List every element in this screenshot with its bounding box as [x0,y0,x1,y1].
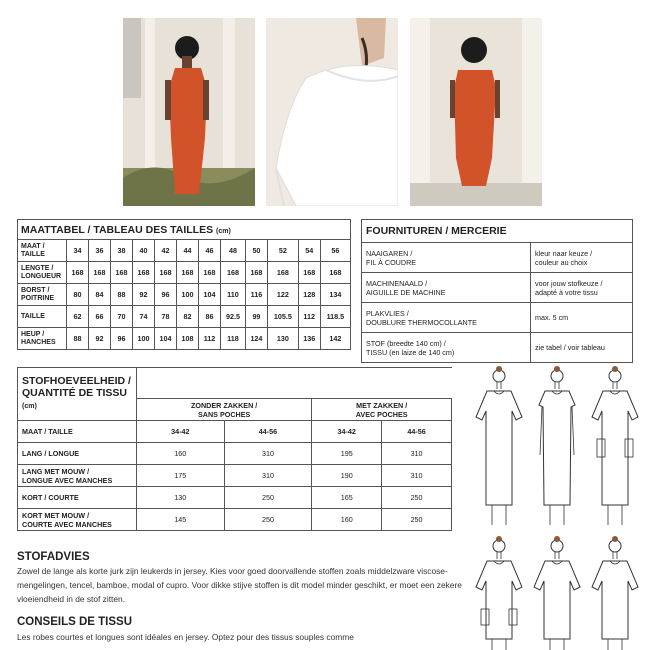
table-row: LANG / LONGUE 160 310 195 310 [18,443,452,465]
table-row: LENGTE / LONGUEUR 168 168 168 168 168 168 168 168 168 168 168 168 [18,262,351,284]
figure-long-dress [530,365,585,530]
table-row: BORST / POITRINE 80 84 88 92 96 100 104 110 116 122 128 134 [18,284,351,306]
figure-short-dress-sleeves [530,535,585,650]
table-row: HEUP / HANCHES 88 92 96 100 104 108 112 118 124 130 136 142 [18,328,351,350]
fabric-advice-title-fr: CONSEILS DE TISSU [17,616,133,628]
quantity-header-row: MAAT / TAILLE 34-42 44-56 34-42 44-56 [18,421,452,443]
table-row: KORT / COURTE 130 250 165 250 [18,487,452,509]
size-header-row: MAAT / TAILLE 34 36 38 40 42 44 46 48 50 52 54 56 [18,240,351,262]
size-table: MAATTABEL / TABLEAU DES TAILLES (cm) MAAT / TAILLE 34 36 38 40 42 44 46 48 50 52 54 56 LENGTE / LONGUEUR 168 168 168 168 168 168 168 168 168 168 168 168 BORST / POITRINE 80 84 88 92 96 100 104 110 116 122 128 134 TAILLE 62 66 70 74 78 82 86 92.5 99 105.5 112 118.5 HEUP / HANCHES 88 92 96 100 104 108 112 118 124 130 136 142 [17,219,351,350]
figure-long-dress-pockets [588,365,643,530]
figure-short-dress-pockets [472,535,527,650]
table-row: PLAKVLIES / DOUBLURE THERMOCOLLANTE max. 5 cm [362,303,633,333]
table-row: STOF (breedte 140 cm) / TISSU (en laize de 140 cm) zie tabel / voir tableau [362,333,633,363]
supplies-table [361,219,633,363]
table-row: MACHINENAALD / AIGUILLE DE MACHINE voor jouw stofkeuze / adapté à votre tissu [362,273,633,303]
fabric-advice-title-nl: STOFADVIES [17,551,90,563]
photo-model-back [410,18,542,206]
photo-sleeve-detail [266,18,398,206]
figure-short-dress [588,535,643,650]
supplies-title: FOURNITUREN / MERCERIE [362,220,633,243]
photo-model-front [123,18,255,206]
table-row: LANG MET MOUW / LONGUE AVEC MANCHES 175 310 190 310 [18,465,452,487]
figure-long-dress-sleeves [472,365,527,530]
table-row: TAILLE 62 66 70 74 78 82 86 92.5 99 105.5 112 118.5 [18,306,351,328]
fabric-quantity-table: STOFHOEVEELHEID / QUANTITÉ DE TISSU (cm) ZONDER ZAKKEN / SANS POCHES MET ZAKKEN / AVEC POCHES MAAT / TAILLE 34-42 44-56 34-42 44-56 LANG / LONGUE 160 310 195 310 LANG MET MOUW / LONGUE AVEC MANCHES 175 310 190 310 KORT / COURTE 130 250 165 250 KORT MET MOUW / COURTE AVEC MANCHES 145 250 160 250 [17,367,452,531]
table-row: KORT MET MOUW / COURTE AVEC MANCHES 145 250 160 250 [18,509,452,531]
table-row: NAAIGAREN / FIL À COUDRE kleur naar keuze / couleur au choix [362,243,633,273]
fabric-advice-text-nl: Zowel de lange als korte jurk zijn leukerds in jersey. Kies voor goed doorvallende stoffen zoals middelzware viscose-mengelingen, tencel, bamboe, modal of cupro. Voor dikke stijve stoffen is dit model minder geschikt, er moet een zekere vloeiendheid in de stof zitten. [17,566,462,604]
fabric-advice-text-fr: Les robes courtes et longues sont idéales en jersey. Optez pour des tissus souples comme [17,632,354,642]
